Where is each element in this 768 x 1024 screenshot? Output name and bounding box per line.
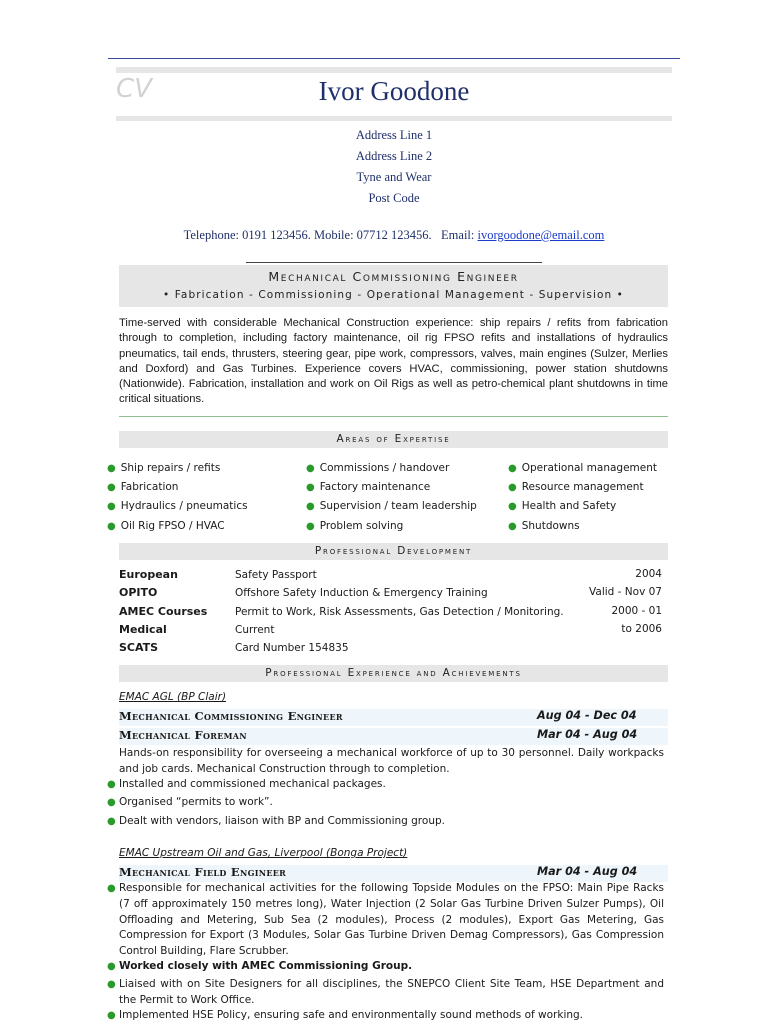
list-item: ● Liaised with on Site Designers for all disciplines, the SNEPCO Client Site Team, HSE Department and the Permit to Work Office. [107,978,664,1006]
cv-mark: CV [116,74,152,104]
expertise-column-3 [508,459,657,536]
role-title: Mechanical Commissioning Engineer [119,709,343,723]
title-box [119,265,668,307]
bullet-icon: ● [107,816,116,827]
address-line-2: Address Line 2 [355,149,433,163]
development-key: OPITO [119,586,158,599]
bullet-icon: ● [107,501,116,513]
expertise-column-2 [306,459,477,536]
development-key: European [119,568,178,581]
list-item: ● Hydraulics / pneumatics [107,500,248,513]
list-item: ● Ship repairs / refits [107,462,221,474]
header-band [116,67,672,73]
development-value: Valid - Nov 07 [589,586,662,598]
development-row [119,568,668,586]
role-row [119,728,668,745]
summary-rule [119,416,668,417]
development-desc: Safety Passport [235,569,317,581]
bullet-icon: ● [306,501,315,513]
profile-summary: Time-served with considerable Mechanical Construction experience: ship repairs / refits from fabrication through to completion, including factory maintenance, oil rig FPSO refits and installations of hydraulics pneumatics, tail ends, thrusters, steering gear, pipe work, compressors, valves, main engines (Sulzer, Merlies and Doxford) and Gas Turbines. Experience covers HVAC, commissioning, power station shutdowns (Nationwide). Fabrication, installation and work on Oil Rigs as well as petro-chemical plant shutdowns in time critical situations. [119,317,668,406]
development-row [119,586,668,604]
address-line-1: Address Line 1 [355,128,433,142]
list-item: ● Shutdowns [508,519,580,532]
bullet-icon: ● [107,520,116,532]
employer-name: EMAC AGL (BP Clair) [119,691,227,703]
address-county: Tyne and Wear [356,170,432,184]
bullet-icon: ● [508,482,517,494]
development-row [119,623,668,641]
bullet-icon: ● [107,779,116,790]
development-desc: Current [235,624,275,636]
bullet-icon: ● [306,520,315,532]
bullet-icon: ● [508,501,517,513]
development-desc: Offshore Safety Induction & Emergency Training [235,587,488,599]
development-desc: Permit to Work, Risk Assessments, Gas Detection / Monitoring. [235,606,564,618]
list-item: ● Oil Rig FPSO / HVAC [107,519,225,532]
list-item: ● Installed and commissioned mechanical packages. [107,777,666,793]
development-row [119,641,668,659]
email-link[interactable]: ivorgoodone@email.com [477,228,605,242]
development-value: to 2006 [621,623,662,635]
list-item: ● Operational management [508,462,658,474]
list-item: ● Commissions / handover [306,462,450,474]
specialisms: • Fabrication - Commissioning - Operational Management - Supervision • [163,289,624,301]
role-title: Mechanical Field Engineer [119,865,287,879]
list-item: ● Organised “permits to work”. [107,795,666,811]
list-item: ● Fabrication [107,481,179,494]
contact-phones: Telephone: 0191 123456. Mobile: 07712 123456. Email: [183,228,478,242]
top-rule [108,58,680,59]
list-item: ● Resource management [508,481,644,494]
job-title: Mechanical Commissioning Engineer [268,269,519,284]
job-description: Hands-on responsibility for overseeing a mechanical workforce of up to 30 personnel. Daily workpacks and job cards. Mechanical Construction through to completion. [119,747,664,775]
bullet-icon: ● [107,883,116,894]
role-title: Mechanical Foreman [119,728,247,742]
bullet-icon: ● [306,463,315,474]
development-heading: Professional Development [119,543,668,560]
list-item: ● Supervision / team leadership [306,500,477,513]
list-item: ● Worked closely with AMEC Commissioning Group. [107,959,666,975]
development-desc: Card Number 154835 [235,642,349,654]
bullet-icon: ● [107,961,116,972]
expertise-column-1 [107,459,248,536]
role-dates: Mar 04 - Aug 04 [537,728,638,741]
contact-line [116,228,672,243]
role-dates: Aug 04 - Dec 04 [537,709,637,722]
bullet-icon: ● [508,463,517,474]
list-item: ● Factory maintenance [306,481,431,494]
bullet-icon: ● [107,797,116,808]
role-dates: Mar 04 - Aug 04 [537,865,638,878]
address-postcode: Post Code [368,191,420,205]
list-item: ● Health and Safety [508,500,617,513]
candidate-name: Ivor Goodone [318,76,470,106]
development-value: 2004 [635,568,662,580]
list-item: ● Responsible for mechanical activities for the following Topside Modules on the FPSO: Main Pipe Racks (7 off approximately 150 metres long), Water Injection (2 Solar Gas Turbine Driven Sulzer Pumps), Oil Offloading and Metering, Sub Sea (2 modules), Process (2 modules), Export Gas Metering, Gas Compression for Export (3 Modules, Solar Gas Turbine Driven Demag Compressors), Gas Compression Control Building, Flare Scrubber. [107,882,664,958]
title-rule [246,262,542,263]
development-row [119,605,668,623]
bullet-icon: ● [508,520,517,532]
development-value: 2000 - 01 [611,605,662,617]
bullet-icon: ● [107,482,116,494]
development-key: AMEC Courses [119,605,208,618]
employer-name: EMAC Upstream Oil and Gas, Liverpool (Bonga Project) [119,847,408,859]
bullet-icon: ● [306,482,315,494]
bullet-icon: ● [107,1010,116,1021]
bullet-icon: ● [107,979,116,990]
development-key: SCATS [119,641,159,654]
list-item: ● Dealt with vendors, liaison with BP and Commissioning group. [107,814,666,830]
role-row [119,865,668,882]
expertise-heading: Areas of Expertise [119,431,668,448]
list-item: ● Implemented HSE Policy, ensuring safe and environmentally sound methods of working. [107,1008,666,1024]
list-item: ● Problem solving [306,519,404,532]
experience-heading: Professional Experience and Achievements [119,665,668,682]
bullet-icon: ● [107,463,116,474]
role-row [119,709,668,726]
development-key: Medical [119,623,167,636]
